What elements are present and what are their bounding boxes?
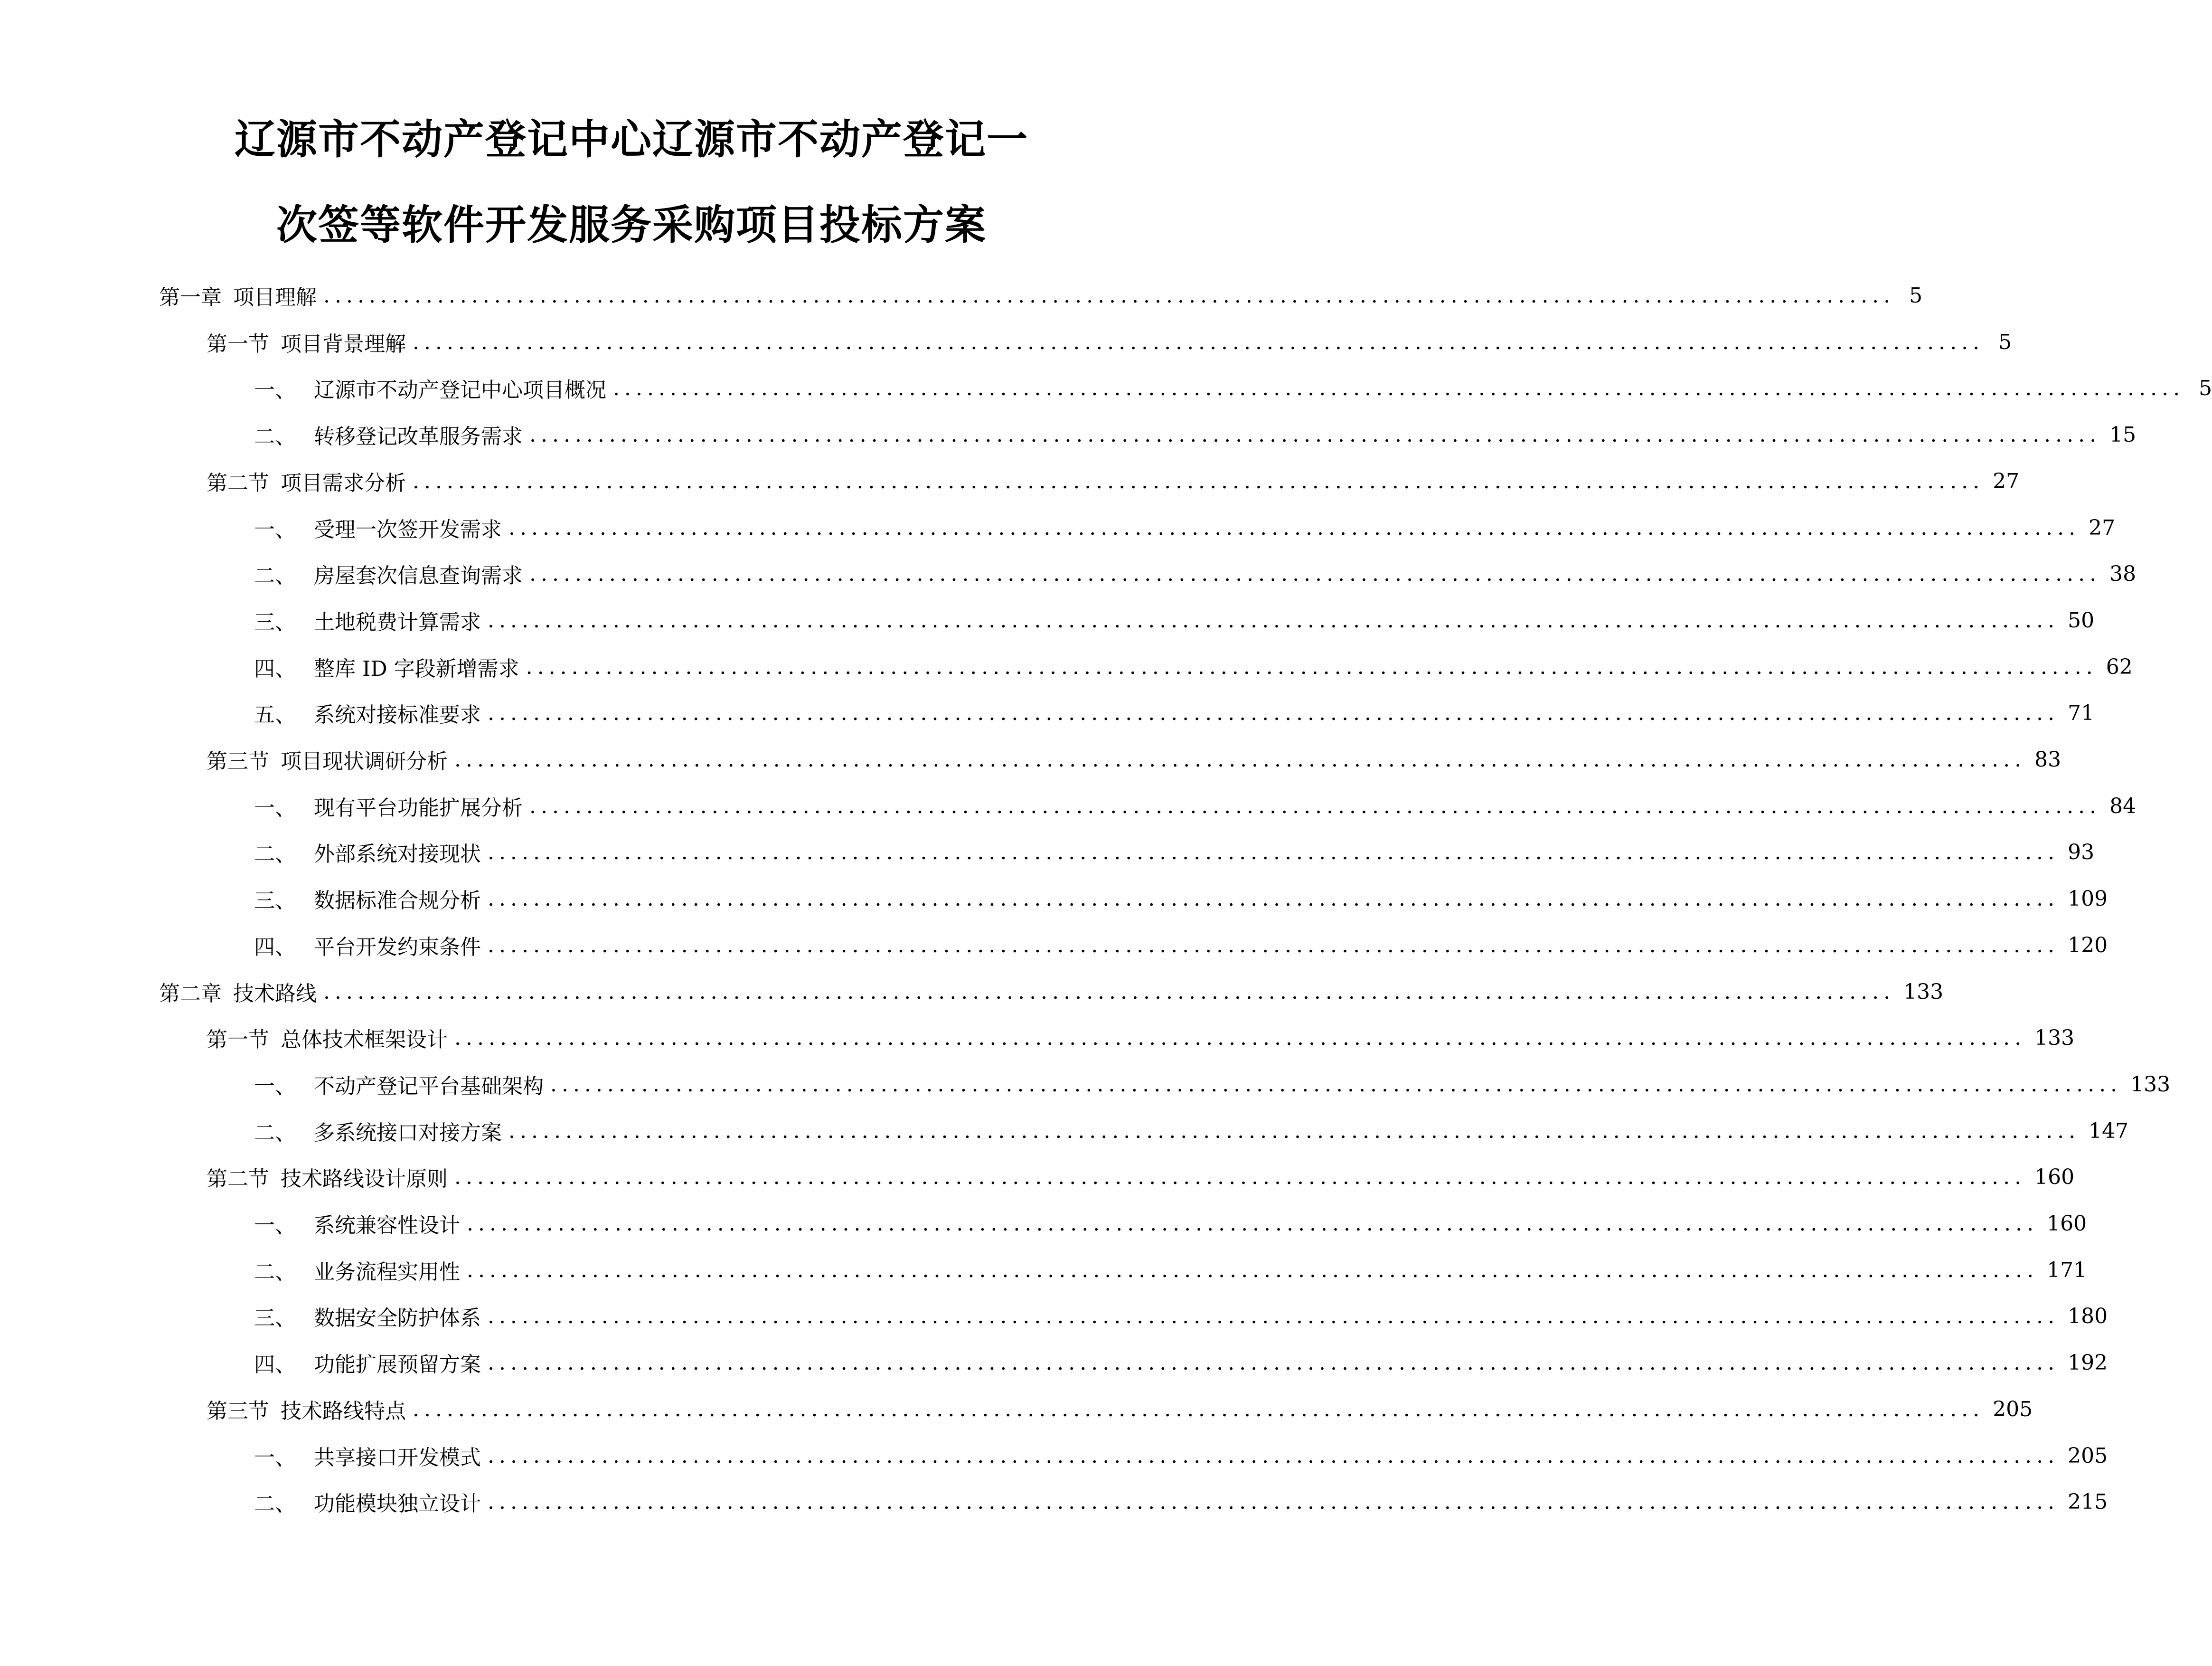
- toc-entry-level-3[interactable]: [254, 1065, 2171, 1103]
- toc-entry-number: 三、: [254, 1306, 296, 1330]
- toc-entry-label: 平台开发约束条件: [314, 935, 481, 959]
- toc-entry-page-number: 147: [2089, 1118, 2129, 1143]
- toc-entry-level-3[interactable]: [254, 369, 2212, 407]
- toc-entry-level-3[interactable]: [254, 1297, 2108, 1335]
- toc-dot-leader: ..........................................................................................................................................: [488, 886, 2060, 911]
- toc-entry-level-3[interactable]: [254, 880, 2108, 918]
- toc-entry-level-3[interactable]: [254, 509, 2116, 547]
- toc-entry-level-3[interactable]: [254, 1112, 2129, 1150]
- toc-entry-level-3[interactable]: [254, 1251, 2087, 1289]
- toc-entry-label: 技术路线: [233, 982, 317, 1006]
- toc-entry-number: 四、: [254, 935, 296, 959]
- toc-entry-label: 项目现状调研分析: [281, 749, 448, 774]
- toc-entry-label: 土地税费计算需求: [314, 610, 481, 634]
- toc-entry-page-number: 27: [1993, 469, 2020, 493]
- toc-dot-leader: ..........................................................................................................................................: [467, 1211, 2039, 1236]
- toc-entry-number: 四、: [254, 657, 296, 681]
- toc-entry-number: 二、: [254, 425, 296, 449]
- toc-entry-label: 项目理解: [233, 285, 317, 310]
- toc-entry-number: 第三节: [207, 1399, 269, 1423]
- toc-entry-page-number: 93: [2068, 840, 2095, 864]
- toc-entry-label: 受理一次签开发需求: [314, 518, 502, 542]
- toc-entry-number: 二、: [254, 842, 296, 866]
- toc-dot-leader: ..........................................................................................................................................: [526, 654, 2098, 679]
- toc-entry-label: 房屋套次信息查询需求: [314, 564, 523, 588]
- toc-entry-number: 一、: [254, 796, 296, 820]
- toc-entry-page-number: 215: [2068, 1489, 2108, 1514]
- toc-entry-number: 第三节: [207, 749, 269, 774]
- toc-entry-number: 二、: [254, 1121, 296, 1145]
- toc-entry-label: 功能模块独立设计: [314, 1492, 481, 1516]
- toc-entry-label: 多系统接口对接方案: [314, 1121, 502, 1145]
- toc-dot-leader: ..........................................................................................................................................: [488, 1443, 2060, 1468]
- toc-entry-number: 第一章: [159, 285, 222, 310]
- toc-entry-label: 不动产登记平台基础架构: [314, 1074, 544, 1098]
- toc-dot-leader: ..........................................................................................................................................: [454, 1164, 2026, 1189]
- toc-entry-level-3[interactable]: [254, 1344, 2108, 1382]
- document-title-line-2: 次签等软件开发服务采购项目投标方案: [276, 201, 987, 249]
- toc-entry-level-2[interactable]: [207, 740, 2061, 778]
- toc-entry-label: 整库 ID 字段新增需求: [314, 657, 519, 681]
- toc-entry-page-number: 120: [2068, 933, 2108, 957]
- toc-entry-level-3[interactable]: [254, 1437, 2108, 1475]
- toc-entry-number: 一、: [254, 518, 296, 542]
- toc-entry-level-3[interactable]: [254, 1204, 2087, 1242]
- toc-dot-leader: ..........................................................................................................................................: [508, 515, 2080, 540]
- toc-entry-page-number: 50: [2068, 608, 2095, 633]
- toc-entry-level-3[interactable]: [254, 833, 2095, 871]
- toc-dot-leader: ..........................................................................................................................................: [488, 1489, 2060, 1514]
- toc-entry-page-number: 133: [2130, 1072, 2171, 1097]
- toc-dot-leader: ..........................................................................................................................................: [467, 1258, 2039, 1282]
- toc-entry-level-1[interactable]: [159, 276, 1923, 314]
- toc-dot-leader: ..........................................................................................................................................: [323, 283, 1895, 308]
- toc-entry-number: 二、: [254, 1260, 296, 1284]
- toc-entry-number: 一、: [254, 378, 296, 402]
- toc-dot-leader: ..........................................................................................................................................: [508, 1118, 2080, 1143]
- toc-entry-label: 技术路线设计原则: [281, 1167, 448, 1191]
- toc-entry-page-number: 180: [2068, 1304, 2108, 1328]
- toc-entry-page-number: 205: [2068, 1443, 2108, 1468]
- toc-entry-number: 第一节: [207, 332, 269, 356]
- document-title-line-1: 辽源市不动产登记中心辽源市不动产登记一: [235, 116, 1028, 163]
- toc-entry-label: 数据安全防护体系: [314, 1306, 481, 1330]
- toc-entry-level-1[interactable]: [159, 973, 1944, 1011]
- toc-entry-number: 第二节: [207, 1167, 269, 1191]
- toc-dot-leader: ..........................................................................................................................................: [413, 1397, 1985, 1421]
- toc-entry-page-number: 133: [2034, 1025, 2075, 1050]
- toc-entry-label: 业务流程实用性: [314, 1260, 460, 1284]
- toc-entry-label: 系统兼容性设计: [314, 1213, 460, 1238]
- toc-entry-level-3[interactable]: [254, 787, 2137, 825]
- toc-entry-label: 转移登记改革服务需求: [314, 425, 523, 449]
- toc-entry-level-2[interactable]: [207, 1158, 2075, 1196]
- toc-entry-page-number: 160: [2047, 1211, 2087, 1236]
- toc-dot-leader: ..........................................................................................................................................: [529, 561, 2101, 586]
- toc-entry-label: 辽源市不动产登记中心项目概况: [314, 378, 606, 402]
- toc-entry-level-3[interactable]: [254, 601, 2095, 639]
- toc-dot-leader: ..........................................................................................................................................: [529, 422, 2101, 447]
- toc-entry-label: 外部系统对接现状: [314, 842, 481, 866]
- toc-entry-level-3[interactable]: [254, 416, 2137, 454]
- toc-entry-label: 项目背景理解: [281, 332, 406, 356]
- toc-entry-page-number: 84: [2109, 794, 2137, 818]
- toc-entry-label: 技术路线特点: [281, 1399, 406, 1423]
- toc-dot-leader: ..........................................................................................................................................: [488, 933, 2060, 957]
- toc-dot-leader: ..........................................................................................................................................: [323, 979, 1895, 1004]
- toc-dot-leader: ..........................................................................................................................................: [413, 469, 1985, 493]
- toc-dot-leader: ..........................................................................................................................................: [550, 1072, 2122, 1097]
- toc-dot-leader: ..........................................................................................................................................: [488, 608, 2060, 633]
- toc-dot-leader: ..........................................................................................................................................: [488, 1304, 2060, 1328]
- toc-entry-label: 共享接口开发模式: [314, 1446, 481, 1470]
- toc-dot-leader: ..........................................................................................................................................: [454, 747, 2026, 772]
- toc-dot-leader: ..........................................................................................................................................: [613, 376, 2185, 400]
- toc-entry-label: 数据标准合规分析: [314, 889, 481, 913]
- toc-entry-number: 二、: [254, 564, 296, 588]
- toc-entry-label: 功能扩展预留方案: [314, 1353, 481, 1377]
- toc-entry-number: 三、: [254, 610, 296, 634]
- toc-entry-label: 总体技术框架设计: [281, 1028, 448, 1052]
- toc-entry-page-number: 27: [2089, 515, 2116, 540]
- toc-entry-page-number: 38: [2109, 561, 2137, 586]
- toc-entry-level-3[interactable]: [254, 926, 2108, 964]
- toc-entry-level-3[interactable]: [254, 1483, 2108, 1521]
- toc-entry-page-number: 5: [2199, 376, 2212, 400]
- toc-entry-number: 二、: [254, 1492, 296, 1516]
- toc-entry-page-number: 62: [2106, 654, 2133, 679]
- toc-dot-leader: ..........................................................................................................................................: [454, 1025, 2026, 1050]
- toc-entry-number: 第二章: [159, 982, 222, 1006]
- toc-dot-leader: ..........................................................................................................................................: [488, 1350, 2060, 1375]
- toc-entry-number: 四、: [254, 1353, 296, 1377]
- toc-entry-number: 三、: [254, 889, 296, 913]
- toc-entry-number: 一、: [254, 1446, 296, 1470]
- toc-entry-number: 一、: [254, 1213, 296, 1238]
- toc-entry-page-number: 15: [2109, 422, 2137, 447]
- toc-entry-page-number: 160: [2034, 1164, 2075, 1189]
- toc-entry-page-number: 133: [1903, 979, 1944, 1004]
- toc-entry-number: 第一节: [207, 1028, 269, 1052]
- toc-entry-level-3[interactable]: [254, 694, 2095, 732]
- toc-entry-number: 一、: [254, 1074, 296, 1098]
- toc-dot-leader: ..........................................................................................................................................: [529, 794, 2101, 818]
- toc-entry-label: 项目需求分析: [281, 471, 406, 495]
- toc-entry-page-number: 192: [2068, 1350, 2108, 1375]
- toc-dot-leader: ..........................................................................................................................................: [488, 700, 2060, 725]
- toc-entry-page-number: 71: [2068, 700, 2095, 725]
- toc-entry-page-number: 109: [2068, 886, 2108, 911]
- toc-entry-level-2[interactable]: [207, 323, 2012, 361]
- toc-entry-level-2[interactable]: [207, 1390, 2033, 1428]
- toc-entry-number: 第二节: [207, 471, 269, 495]
- toc-entry-page-number: 83: [2034, 747, 2061, 772]
- toc-entry-level-3[interactable]: [254, 648, 2133, 686]
- toc-entry-page-number: 5: [1909, 283, 1923, 308]
- toc-entry-page-number: 5: [1998, 330, 2012, 354]
- toc-entry-page-number: 171: [2047, 1258, 2087, 1282]
- toc-entry-level-2[interactable]: [207, 1019, 2075, 1057]
- toc-entry-level-2[interactable]: [207, 462, 2020, 500]
- toc-dot-leader: ..........................................................................................................................................: [488, 840, 2060, 864]
- toc-dot-leader: ..........................................................................................................................................: [413, 330, 1985, 354]
- toc-entry-label: 现有平台功能扩展分析: [314, 796, 523, 820]
- toc-entry-number: 五、: [254, 703, 296, 727]
- toc-entry-level-3[interactable]: [254, 555, 2137, 593]
- toc-entry-label: 系统对接标准要求: [314, 703, 481, 727]
- toc-entry-page-number: 205: [1993, 1397, 2033, 1421]
